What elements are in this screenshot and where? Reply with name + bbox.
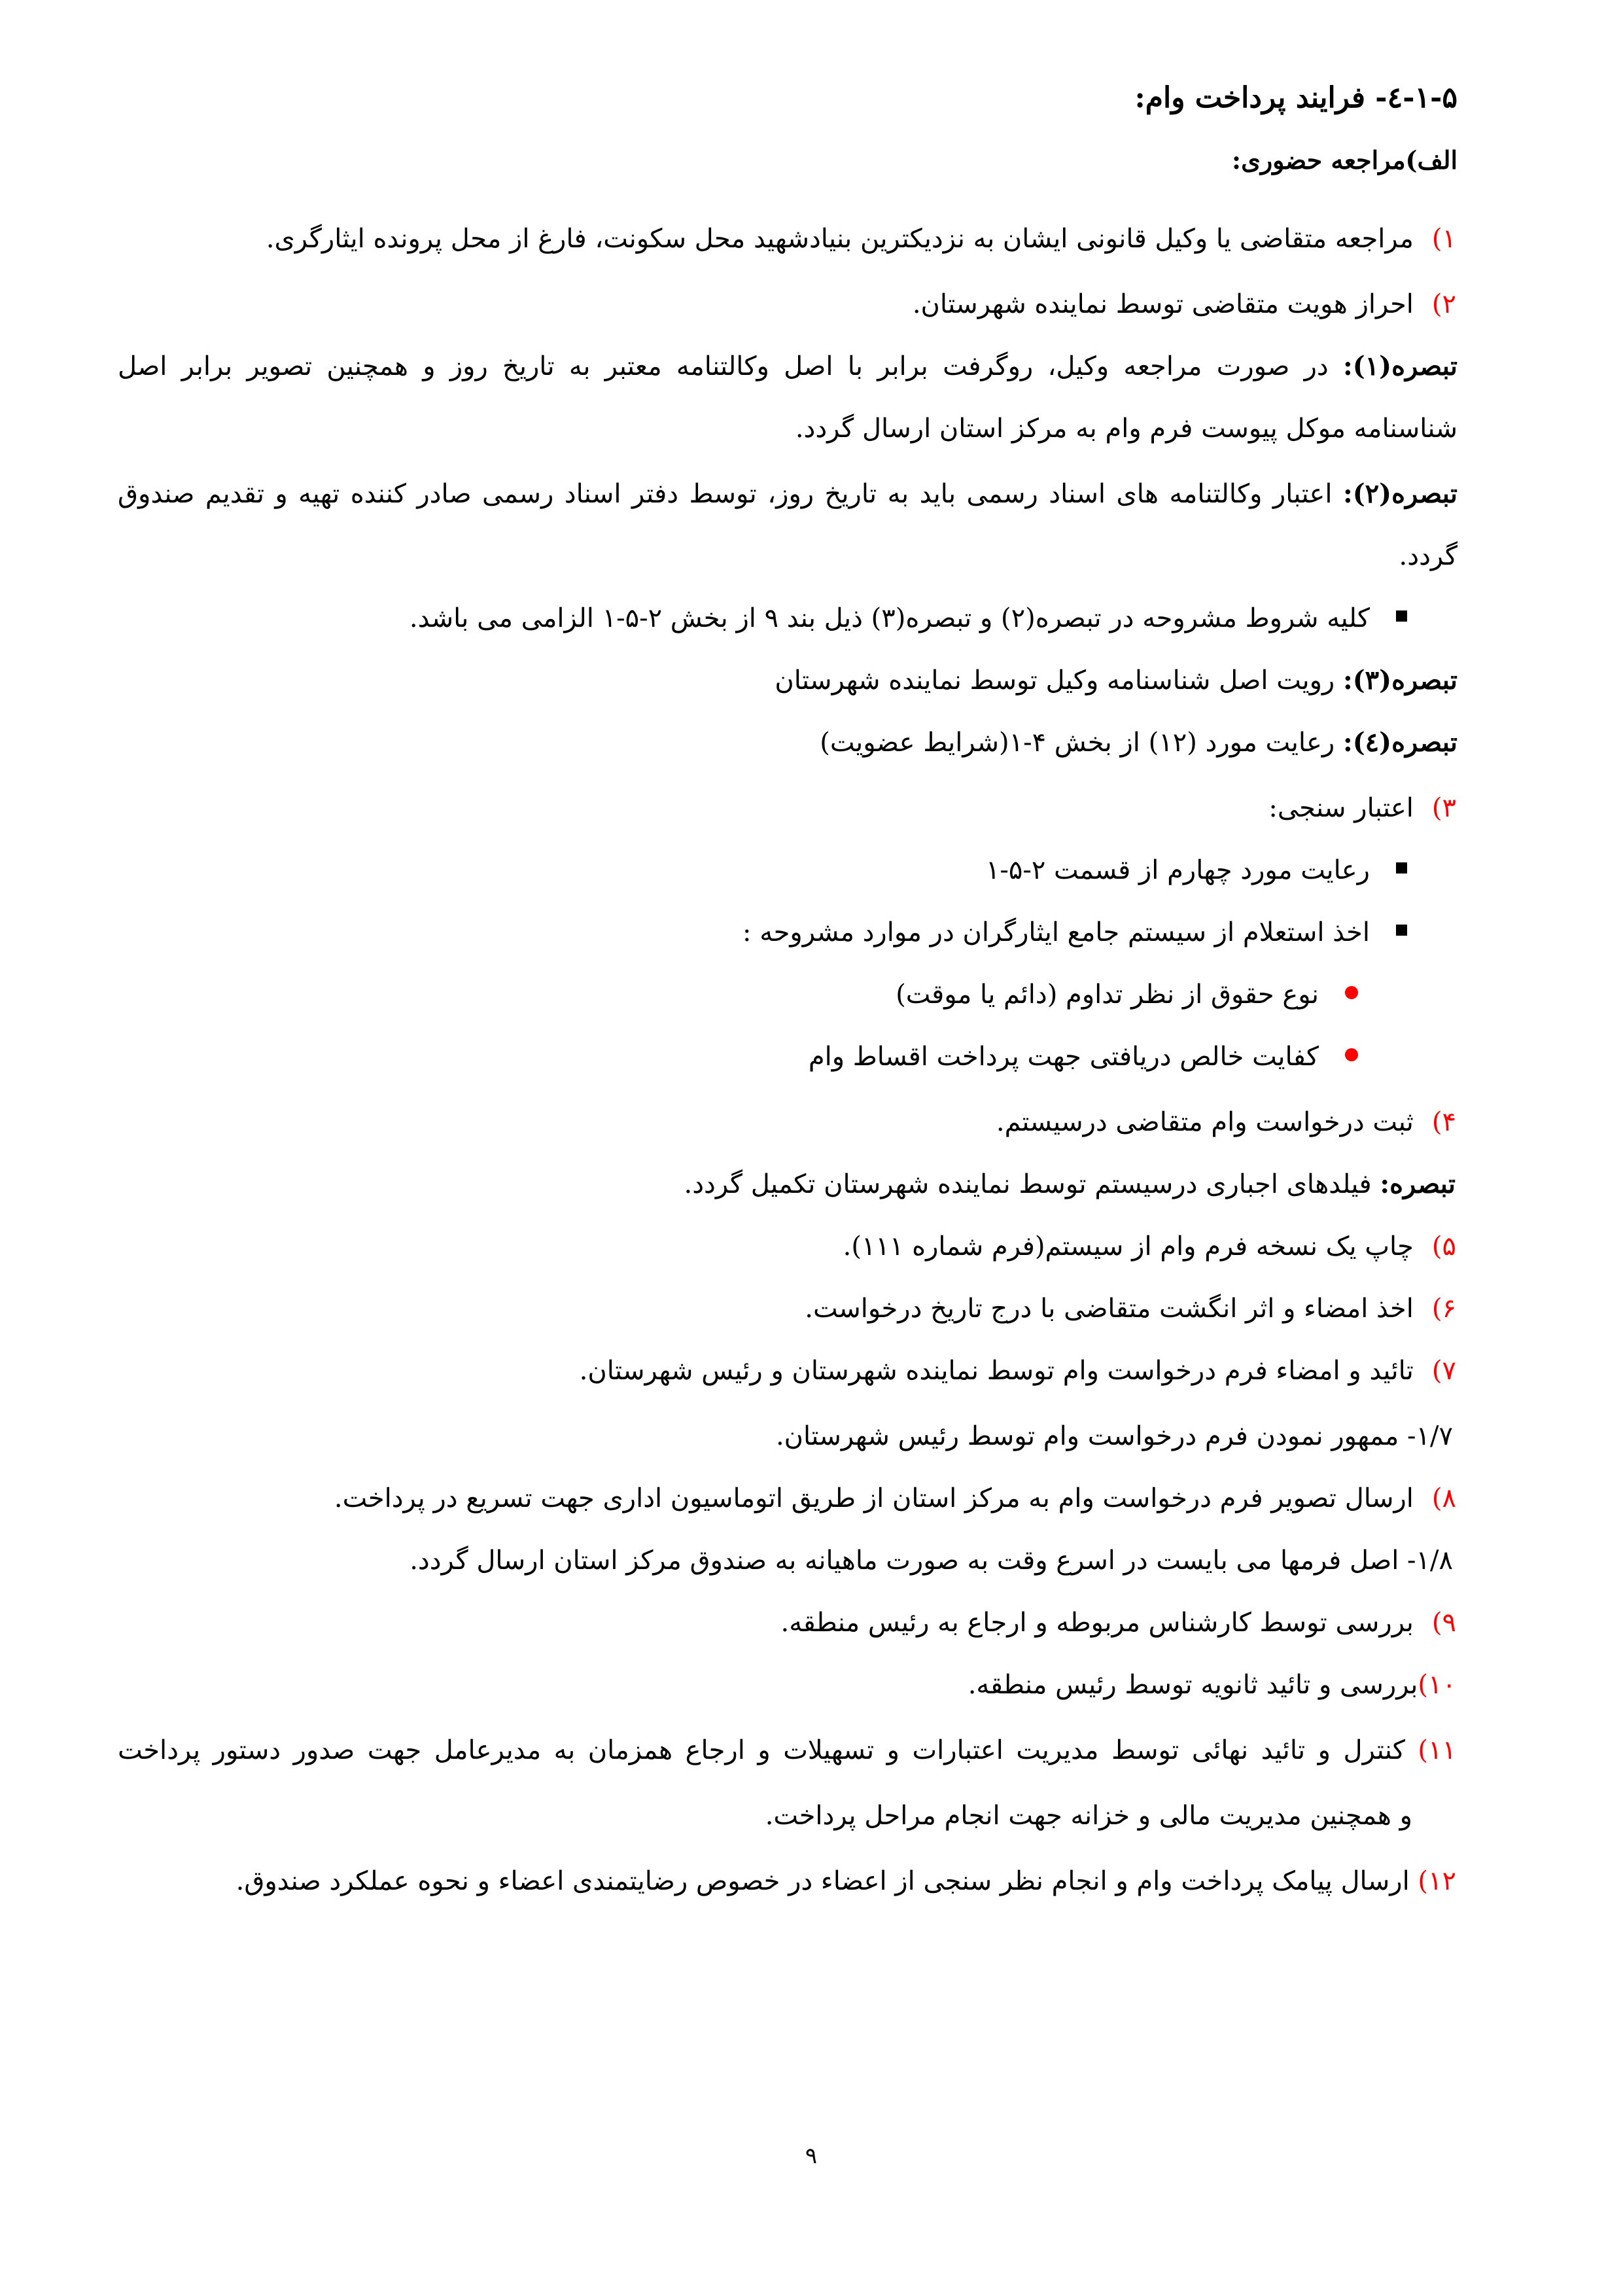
square-bullet-icon [1396,925,1407,936]
step-number: ۸) [1431,1483,1456,1513]
step-7-1: ۱/۷- ممهور نمودن فرم درخواست وام توسط رئیس شهرستان. [775,1421,1453,1451]
step-text: چاپ یک نسخه فرم وام از سیستم(فرم شماره ۱۱۱). [843,1231,1414,1262]
note-text: فیلدهای اجباری درسیستم توسط نماینده شهرستان تکمیل گردد. [684,1169,1372,1199]
step-6 [805,1289,1456,1328]
note-2 [118,474,1457,514]
bullet-text: کلیه شروط مشروحه در تبصره(۲) و تبصره(۳) ذیل بند ۹ از بخش ۲-۵-۱ الزامی می باشد. [409,603,1370,633]
note-text: در صورت مراجعه وکیل، روگرفت برابر با اصل وکالتنامه معتبر به تاریخ روز و همچنین تصویر برابر اصل [118,351,1329,381]
step-number: ۱۱) [1418,1735,1456,1765]
step-number: ۲) [1431,289,1456,319]
note-5 [684,1165,1456,1204]
step-text: تائید و امضاء فرم درخواست وام توسط نماینده شهرستان و رئیس شهرستان. [579,1356,1414,1386]
square-bullet-icon [1396,862,1407,874]
step-3-bullet-2 [742,913,1407,952]
note-2-continued: گردد. [1399,541,1457,571]
step-text: ارسال تصویر فرم درخواست وام به مرکز استان از طریق اتوماسیون اداری جهت تسریع در پرداخت. [334,1483,1414,1513]
subsection-heading: الف)مراجعه حضوری: [1232,145,1457,175]
step-7 [580,1351,1456,1390]
step-10 [968,1665,1456,1704]
step-text: اخذ امضاء و اثر انگشت متقاضی با درج تاریخ درخواست. [805,1294,1414,1324]
step-number: ۴) [1431,1107,1456,1137]
step-3-subbullet-2 [809,1037,1358,1076]
step-text: کنترل و تائید نهائی توسط مدیریت اعتبارات و تسهیلات و ارجاع همزمان به مدیرعامل جهت صدور دستور پرداخت [118,1735,1405,1765]
step-text: ثبت درخواست وام متقاضی درسیستم. [996,1107,1414,1137]
step-4 [996,1103,1456,1142]
step-1 [266,219,1456,258]
note-label: تبصره: [1380,1169,1456,1199]
step-number: ۳) [1431,793,1456,823]
step-number: ۱۰) [1418,1670,1456,1700]
bullet-text: نوع حقوق از نظر تداوم (دائم یا موقت) [896,980,1319,1010]
bullet-text: اخذ استعلام از سیستم جامع ایثارگران در موارد مشروحه : [742,917,1370,947]
note-1-continued: شناسنامه موکل پیوست فرم وام به مرکز استان ارسال گردد. [795,414,1457,444]
step-text: ارسال پیامک پرداخت وام و انجام نظر سنجی از اعضاء در خصوص رضایتمندی اعضاء و نحوه عملکرد صندوق. [236,1866,1410,1896]
step-text: مراجعه متقاضی یا وکیل قانونی ایشان به نزدیکترین بنیادشهید محل سکونت، فارغ از محل پرونده ایثارگری. [266,224,1414,254]
note-label: تبصره(٤): [1342,727,1457,758]
note-label: تبصره(۱): [1342,351,1457,381]
note-text: رعایت مورد (۱۲) از بخش ۴-۱(شرایط عضویت) [820,728,1335,758]
step-8 [334,1479,1456,1518]
red-dot-bullet-icon [1345,986,1358,999]
step-3-bullet-1 [986,851,1407,890]
step-3 [1268,788,1456,828]
note-4 [820,723,1457,762]
step-text: اعتبار سنجی: [1268,793,1414,823]
step-11-continued: و همچنین مدیریت مالی و خزانه جهت انجام مراحل پرداخت. [765,1801,1412,1831]
step-9 [780,1603,1456,1642]
note-1 [118,347,1457,386]
step-11 [118,1731,1456,1770]
step-8-1: ۱/۸- اصل فرمها می بایست در اسرع وقت به صورت ماهیانه به صندوق مرکز استان ارسال گردد. [410,1545,1453,1576]
step-number: ۷) [1431,1356,1456,1386]
bullet-text: رعایت مورد چهارم از قسمت ۲-۵-۱ [985,855,1370,885]
step-5 [843,1227,1456,1266]
step-text: بررسی توسط کارشناس مربوطه و ارجاع به رئیس منطقه. [780,1608,1414,1638]
note-label: تبصره(۲): [1342,478,1457,509]
conditions-bullet [410,599,1407,638]
note-3 [775,661,1457,700]
page-number: ۹ [805,2143,818,2169]
red-dot-bullet-icon [1345,1048,1358,1061]
bullet-text: کفایت خالص دریافتی جهت پرداخت اقساط وام [808,1042,1319,1072]
step-text: احراز هویت متقاضی توسط نماینده شهرستان. [912,289,1414,319]
step-number: ۱۲) [1418,1866,1456,1896]
step-number: ۹) [1431,1608,1456,1638]
step-12 [236,1862,1456,1901]
note-text: اعتبار وکالتنامه های اسناد رسمی باید به تاریخ روز، توسط دفتر اسناد رسمی صادر کننده تهیه و تقدیم صندوق [118,479,1333,509]
note-text: رویت اصل شناسنامه وکیل توسط نماینده شهرستان [775,665,1335,696]
step-3-subbullet-1 [896,975,1358,1014]
square-bullet-icon [1396,610,1407,622]
step-number: ۶) [1431,1294,1456,1324]
step-text: بررسی و تائید ثانویه توسط رئیس منطقه. [968,1670,1418,1700]
step-number: ۱) [1431,224,1456,254]
step-number: ۵) [1431,1231,1456,1262]
step-2 [913,285,1456,324]
section-heading: ۱-۵-٤- فرایند پرداخت وام: [1134,81,1457,115]
note-label: تبصره(۳): [1342,665,1457,696]
